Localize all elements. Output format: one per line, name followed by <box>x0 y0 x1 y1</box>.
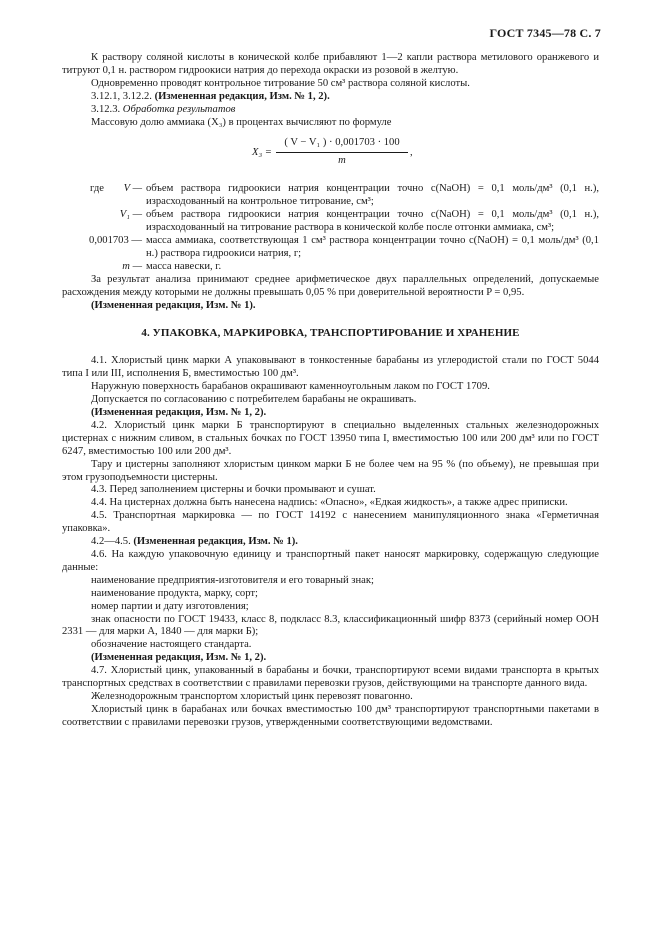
revision-note: (Измененная редакция, Изм. № 1, 2). <box>91 407 267 419</box>
list-item: обозначение настоящего стандарта. <box>91 639 252 651</box>
clause-number: 3.12.3. <box>91 103 121 115</box>
formula-numerator: ( V − V₁ ) · 0,001703 · 100 <box>284 137 400 149</box>
revision-note: (Измененная редакция, Изм. № 1, 2). <box>91 652 267 664</box>
definition-text: масса аммиака, соответствующая 1 см³ раствора концентрации точно c(NaOH) = 0,1 моль/дм³ (0,1 н.) раствора гидроокиси натрия, г; <box>146 235 599 259</box>
paragraph: К раствору соляной кислоты в конической колбе прибавляют 1—2 капли раствора метилового оранжевого и титруют 0,1 н. раствором гидроокиси натрия до перехода окраски из розовой в желтую. <box>62 52 599 76</box>
paragraph: Наружную поверхность барабанов окрашивают каменноугольным лаком по ГОСТ 1709. <box>91 381 490 393</box>
definition-row <box>62 261 599 274</box>
paragraph: 4.5. Транспортная маркировка — по ГОСТ 14192 с нанесением манипуляционного знака «Герметичная упаковка». <box>62 510 599 535</box>
definition-row <box>62 209 599 235</box>
paragraph: Хлористый цинк в барабанах или бочках вместимостью 100 дм³ транспортируют транспортными пакетами в соответствии с правилами перевозки грузов, утвержденными соответствующими ведомствами. <box>62 703 599 728</box>
paragraph: Допускается по согласованию с потребителем барабаны не окрашивать. <box>91 394 417 406</box>
paragraph: 4.3. Перед заполнением цистерны и бочки промывают и сушат. <box>91 484 376 496</box>
page-header: ГОСТ 7345—78 С. 7 <box>489 26 601 40</box>
definition-text: масса навески, г. <box>146 260 222 272</box>
list-item: наименование продукта, марку, сорт; <box>91 587 258 599</box>
paragraph: Тару и цистерны заполняют хлористым цинком марки Б не более чем на 95 % (по объему), не превышая при этом грузоподъемности цистерны. <box>62 458 599 483</box>
list-item: знак опасности по ГОСТ 19433, класс 8, подкласс 8.3, классификационный шифр 8373 (серийный номер ООН 2331 — для марки А, 1840 — для марки Б); <box>62 613 599 638</box>
definition-symbol: m — <box>122 260 142 272</box>
clause-number: 4.2—4.5. <box>91 536 131 548</box>
formula-denominator: m <box>338 155 346 167</box>
clause-number: 3.12.1, 3.12.2. <box>91 90 152 102</box>
formula-fraction <box>276 137 408 168</box>
list-item: номер партии и дату изготовления; <box>91 600 249 612</box>
revision-note: (Измененная редакция, Изм. № 1, 2). <box>154 90 330 102</box>
paragraph: Массовую долю аммиака (X₃) в процентах вычисляют по формуле <box>91 116 392 128</box>
definitions <box>62 183 599 273</box>
paragraph: 4.2. Хлористый цинк марки Б транспортируют в специально выделенных стальных железнодорожных цистернах с нижним сливом, в стальных бочках по ГОСТ 13950 типа I, вместимостью 100 или 200 дм³ или по ГОСТ 6247, вместимостью 100 или 200 дм³. <box>62 419 599 457</box>
revision-note: (Измененная редакция, Изм. № 1). <box>91 299 256 311</box>
paragraph: 4.4. На цистернах должна быть нанесена надпись: «Опасно», «Едкая жидкость», а также адрес приписки. <box>91 497 568 509</box>
paragraph: Железнодорожным транспортом хлористый цинк перевозят повагонно. <box>91 690 413 702</box>
definition-row <box>62 235 599 261</box>
paragraph: 4.7. Хлористый цинк, упакованный в барабаны и бочки, транспортируют всеми видами транспорта в крытых транспортных средствах в соответствии с правилами перевозки грузов, действующими на транспорте данного вида. <box>62 665 599 690</box>
fraction-bar <box>276 152 408 153</box>
clause-3-12-3 <box>62 104 599 117</box>
definition-symbol: где V — <box>62 183 146 209</box>
definition-text: объем раствора гидроокиси натрия концентрации точно c(NaOH) = 0,1 моль/дм³ (0,1 н.), израсходованный на титрование раствора в конической колбе после отгонки аммиака, см³; <box>146 209 599 234</box>
revision-line <box>62 536 599 549</box>
formula-lhs: X₃ = <box>252 147 272 159</box>
formula-tail: , <box>410 147 413 159</box>
where-word: где <box>90 183 104 195</box>
list-item: наименование предприятия-изготовителя и его товарный знак; <box>91 574 374 586</box>
paragraph: За результат анализа принимают среднее арифметическое двух параллельных определений, допускаемые расхождения между которыми не должны превышать 0,05 % при доверительной вероятности P = 0,95. <box>62 273 599 298</box>
revision-note: (Измененная редакция, Изм. № 1). <box>133 536 298 548</box>
definition-symbol: 0,001703 — <box>89 235 142 247</box>
definition-text: объем раствора гидроокиси натрия концентрации точно c(NaOH) = 0,1 моль/дм³ (0,1 н.), израсходованный на контрольное титрование, см³; <box>146 183 599 208</box>
clause-title: Обработка результатов <box>122 103 236 115</box>
paragraph: 4.1. Хлористый цинк марки А упаковывают в тонкостенные барабаны из углеродистой стали по ГОСТ 5044 типа I или III, исполнения Б, вместимостью 100 дм³. <box>62 355 599 380</box>
paragraph: Одновременно проводят контрольное титрование 50 см³ раствора соляной кислоты. <box>91 77 470 89</box>
paragraph: 4.6. На каждую упаковочную единицу и транспортный пакет наносят маркировку, содержащую следующие данные: <box>62 549 599 573</box>
clause-3-12-1 <box>62 91 599 104</box>
definition-symbol: V₁ — <box>119 209 142 221</box>
definition-row <box>62 183 599 209</box>
section-title: 4. УПАКОВКА, МАРКИРОВКА, ТРАНСПОРТИРОВАНИЕ И ХРАНЕНИЕ <box>141 326 520 339</box>
formula <box>62 133 599 179</box>
page-body <box>62 52 599 730</box>
